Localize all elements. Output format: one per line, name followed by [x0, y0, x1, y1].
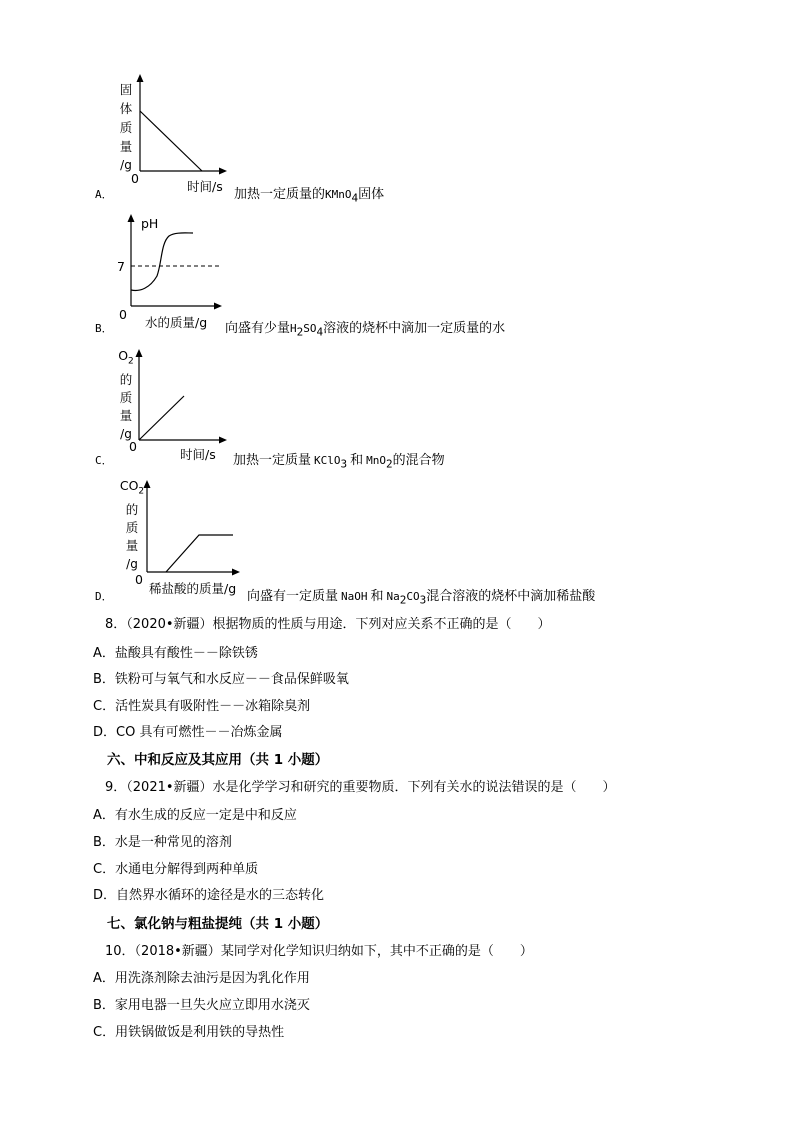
graph-a-ylabel-char: 量 — [119, 139, 133, 154]
question-9-option-d: D．自然界水循环的途径是水的三态转化 — [93, 888, 325, 903]
graph-b-origin: 0 — [119, 307, 127, 322]
graph-c-option: C． — [95, 454, 113, 467]
graph-a-ylabel-char: 体 — [119, 101, 133, 116]
graph-d-origin: 0 — [135, 572, 143, 587]
graph-a-ylabel-char: 固 — [119, 82, 133, 97]
question-9-stem: 9．（2021•新疆）水是化学学习和研究的重要物质．下列有关水的说法错误的是（ ） — [105, 780, 616, 795]
graph-b-ylabel: pH — [141, 216, 159, 231]
graph-c-ylabel-top: $O_2$ — [118, 348, 134, 367]
graph-d-description: 向盛有一定质量 NaOH 和 $Na_2CO_3$混合溶液的烧杯中滴加稀盐酸 — [247, 589, 596, 607]
graph-c-origin: 0 — [129, 439, 137, 454]
graph-b-description: 向盛有少量$H_2SO_4$溶液的烧杯中滴加一定质量的水 — [225, 321, 506, 339]
question-8-option-b: B．铁粉可与氧气和水反应－－食品保鲜吸氧 — [93, 672, 349, 687]
graph-a-ylabel-char: /g — [120, 158, 132, 172]
graph-b-xlabel: 水的质量/g — [145, 315, 208, 330]
graph-c-ylabel-char: 质 — [119, 389, 133, 405]
graph-a-ylabel-char: 质 — [119, 120, 133, 135]
graph-a-xlabel: 时间/s — [187, 179, 223, 194]
question-9-option-a: A．有水生成的反应一定是中和反应 — [93, 808, 297, 823]
graph-b-ref-label: 7 — [117, 259, 125, 274]
graph-d-ylabel — [118, 477, 146, 573]
graph-d-ylabel-char: 量 — [125, 537, 139, 553]
section-heading-7: 七、氯化钠与粗盐提纯（共 1 小题） — [107, 916, 329, 932]
graph-d-ylabel-char: /g — [126, 556, 138, 571]
graph-c-description: 加热一定质量 KClO$_3$ 和 MnO$_2$的混合物 — [233, 453, 445, 471]
question-10-option-a: A．用洗涤剂除去油污是因为乳化作用 — [93, 971, 310, 986]
graph-d-option: D． — [95, 590, 113, 603]
graph-d-ylabel-char: 质 — [125, 519, 139, 535]
question-8-option-a: A．盐酸具有酸性－－除铁锈 — [93, 646, 258, 661]
question-9-option-b: B．水是一种常见的溶剂 — [93, 835, 232, 850]
graph-a-origin: 0 — [131, 171, 139, 186]
section-heading-6: 六、中和反应及其应用（共 1 小题） — [107, 752, 329, 768]
graph-a-description: 加热一定质量的KMnO$_4$固体 — [234, 187, 385, 205]
graph-d-ylabel-char: 的 — [125, 501, 139, 517]
question-8-option-c: C．活性炭具有吸附性－－冰箱除臭剂 — [93, 699, 311, 714]
graph-d-curve — [166, 535, 233, 572]
graph-b-option: B． — [95, 322, 113, 335]
graph-d-ylabel-top: $CO_2$ — [119, 478, 145, 497]
graph-a-option: A． — [95, 188, 113, 201]
question-9-option-c: C．水通电分解得到两种单质 — [93, 862, 259, 877]
graph-c-xlabel: 时间/s — [180, 447, 216, 462]
question-10-stem: 10．（2018•新疆）某同学对化学知识归纳如下，其中不正确的是（ ） — [105, 944, 533, 959]
graph-c-ylabel-char: 量 — [119, 407, 133, 423]
graph-c-ylabel-char: /g — [120, 426, 132, 441]
graph-c-ylabel-char: 的 — [119, 371, 133, 387]
graph-d-xlabel: 稀盐酸的质量/g — [149, 581, 237, 596]
graph-d-x-arrow — [232, 569, 240, 576]
question-8-option-d: D．CO 具有可燃性－－冶炼金属 — [93, 725, 283, 740]
question-10-option-b: B．家用电器一旦失火应立即用水浇灭 — [93, 998, 310, 1013]
question-8-stem: 8．（2020•新疆）根据物质的性质与用途．下列对应关系不正确的是（ ） — [105, 617, 551, 632]
question-10-option-c: C．用铁锅做饭是利用铁的导热性 — [93, 1025, 285, 1040]
